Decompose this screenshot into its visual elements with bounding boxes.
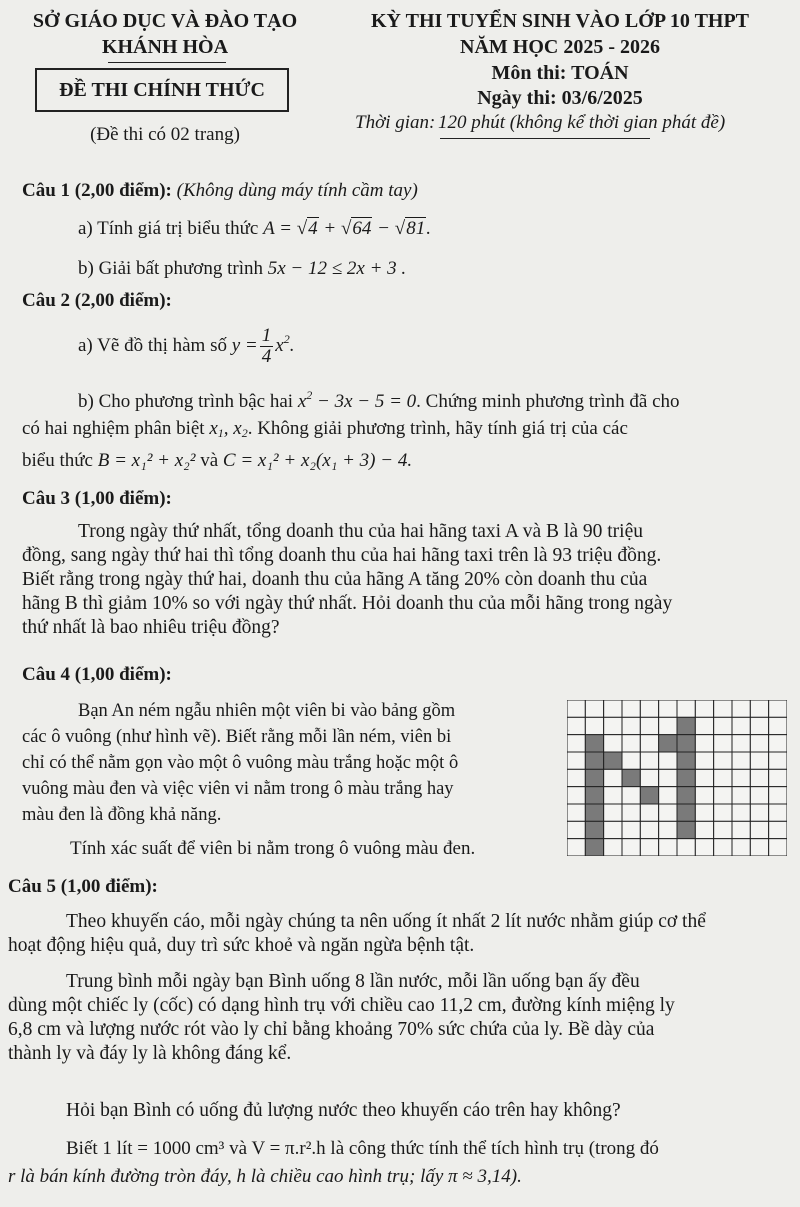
grid-cell-white <box>640 769 658 786</box>
grid-cell-white <box>769 752 787 769</box>
grid-cell-white <box>769 735 787 752</box>
q2b-and: và <box>200 450 219 471</box>
grid-cell-white <box>769 804 787 821</box>
q2b-line2 <box>22 418 628 441</box>
grid-cell-white <box>695 752 713 769</box>
grid-cell-white <box>567 804 585 821</box>
exam-name: KỲ THI TUYỂN SINH VÀO LỚP 10 THPT <box>370 10 750 32</box>
q1a-text: a) Tính giá trị biểu thức <box>78 218 259 239</box>
grid-cell-dark <box>677 735 695 752</box>
q5-hint-line2: r là bán kính đường tròn đáy, h là chiều cao hình trụ; lấy π ≈ 3,14). <box>8 1166 522 1187</box>
q3-body <box>22 520 778 640</box>
grid-cell-white <box>567 821 585 838</box>
grid-cell-white <box>732 700 750 717</box>
grid-cell-white <box>714 839 732 856</box>
grid-cell-white <box>750 821 768 838</box>
grid-cell-white <box>622 787 640 804</box>
grid-cell-white <box>714 700 732 717</box>
q2a <box>78 326 294 367</box>
time-label: Thời gian: <box>355 112 436 133</box>
q1a <box>78 218 431 240</box>
grid-cell-white <box>659 787 677 804</box>
province-underline <box>108 62 226 63</box>
grid-cell-white <box>732 752 750 769</box>
q2b-line2-post: . Không giải phương trình, hãy tính giá trị của các <box>247 418 628 439</box>
grid-cell-white <box>714 804 732 821</box>
grid-cell-white <box>695 700 713 717</box>
subject: Môn thi: TOÁN <box>491 62 629 84</box>
grid-cell-dark <box>585 804 603 821</box>
time-value: 120 phút (không kể thời gian phát đề) <box>438 112 726 133</box>
grid-cell-white <box>695 787 713 804</box>
q3-line: Biết rằng trong ngày thứ hai, doanh thu của hãng A tăng 20% còn doanh thu của <box>22 569 648 590</box>
q4-title: Câu 4 (1,00 điểm): <box>22 664 172 685</box>
exam-date: Ngày thi: 03/6/2025 <box>477 87 643 109</box>
grid-cell-white <box>714 735 732 752</box>
q5-p1-line: hoạt động hiệu quả, duy trì sức khoẻ và ngăn ngừa bệnh tật. <box>8 935 475 956</box>
q2b-line1-post: . Chứng minh phương trình đã cho <box>416 391 680 412</box>
grid-cell-dark <box>585 839 603 856</box>
grid-cell-white <box>750 787 768 804</box>
q2b-line2-pre: có hai nghiệm phân biệt <box>22 418 205 439</box>
grid-cell-white <box>714 717 732 734</box>
grid-cell-white <box>750 717 768 734</box>
grid-cell-white <box>585 717 603 734</box>
grid-cell-white <box>604 735 622 752</box>
q5-hint-line1: Biết 1 lít = 1000 cm³ và V = π.r².h là công thức tính thể tích hình trụ (trong đó <box>66 1138 659 1159</box>
grid-cell-white <box>732 735 750 752</box>
time-underline <box>440 138 650 139</box>
grid-cell-white <box>622 821 640 838</box>
grid-cell-white <box>732 787 750 804</box>
grid-cell-white <box>640 700 658 717</box>
grid-cell-dark <box>585 752 603 769</box>
grid-cell-dark <box>640 787 658 804</box>
grid-cell-white <box>695 804 713 821</box>
q2b-line3 <box>22 450 412 472</box>
grid-cell-white <box>640 839 658 856</box>
q4-body <box>22 698 552 828</box>
q1b <box>78 258 406 280</box>
grid-cell-white <box>604 821 622 838</box>
q4-line: Bạn An ném ngẫu nhiên một viên bi vào bảng gồm <box>78 701 456 721</box>
grid-cell-white <box>567 839 585 856</box>
grid-cell-white <box>640 804 658 821</box>
grid-cell-white <box>659 821 677 838</box>
grid-cell-dark <box>677 804 695 821</box>
grid-cell-white <box>769 717 787 734</box>
official-exam-label: ĐỀ THI CHÍNH THỨC <box>59 79 265 101</box>
grid-cell-white <box>585 700 603 717</box>
grid-cell-dark <box>622 769 640 786</box>
school-year: NĂM HỌC 2025 - 2026 <box>460 36 660 58</box>
grid-cell-white <box>714 821 732 838</box>
grid-cell-white <box>622 717 640 734</box>
q2b-line3-pre: biểu thức <box>22 450 93 471</box>
q2b-roots: $x_1$, $x_2$ <box>209 418 248 440</box>
q3-line: đồng, sang ngày thứ hai thì tổng doanh thu của hai hãng taxi trên là 93 triệu đồng. <box>22 545 662 566</box>
grid-cell-dark <box>677 821 695 838</box>
grid-cell-white <box>567 735 585 752</box>
grid-cell-white <box>695 769 713 786</box>
grid-cell-white <box>567 717 585 734</box>
grid-cell-white <box>604 769 622 786</box>
grid-cell-white <box>659 804 677 821</box>
grid-cell-white <box>750 804 768 821</box>
grid-cell-white <box>732 839 750 856</box>
q2b-equation: $x^2 - 3x - 5 = 0$ <box>297 388 417 412</box>
grid-cell-white <box>695 839 713 856</box>
q5-question: Hỏi bạn Bình có uống đủ lượng nước theo khuyến cáo trên hay không? <box>66 1100 621 1121</box>
q2b-line1-pre: b) Cho phương trình bậc hai <box>78 391 294 412</box>
q2b-line1 <box>78 388 680 413</box>
q5-title: Câu 5 (1,00 điểm): <box>8 876 158 897</box>
q1b-math: 5x − 12 ≤ 2x + 3 . <box>267 258 407 279</box>
q5-p2-line: thành ly và đáy ly là không đáng kể. <box>8 1043 292 1064</box>
grid-cell-white <box>622 700 640 717</box>
grid-cell-white <box>659 700 677 717</box>
q5-p1-line: Theo khuyến cáo, mỗi ngày chúng ta nên uống ít nhất 2 lít nước nhằm giúp cơ thể <box>66 911 706 932</box>
q5-p2-line: Trung bình mỗi ngày bạn Bình uống 8 lần nước, mỗi lần uống bạn ấy đều <box>66 971 640 992</box>
grid-cell-white <box>622 735 640 752</box>
q2a-math: y = $\frac{1}{4}$ $x^2$. <box>231 325 295 367</box>
grid-cell-dark <box>677 769 695 786</box>
grid-cell-white <box>714 752 732 769</box>
grid-cell-white <box>604 717 622 734</box>
grid-cell-white <box>659 752 677 769</box>
grid-cell-dark <box>677 717 695 734</box>
grid-cell-white <box>769 700 787 717</box>
grid-cell-white <box>640 821 658 838</box>
q1b-text: b) Giải bất phương trình <box>78 258 263 279</box>
q5-p1 <box>8 910 784 958</box>
grid-cell-white <box>732 717 750 734</box>
grid-cell-white <box>677 700 695 717</box>
grid-cell-dark <box>585 735 603 752</box>
grid-cell-white <box>659 769 677 786</box>
grid-cell-white <box>750 839 768 856</box>
q2b-expr-b: B = x₁² + x₂² <box>97 450 196 471</box>
grid-cell-white <box>714 769 732 786</box>
grid-cell-white <box>604 804 622 821</box>
grid-cell-white <box>695 717 713 734</box>
grid-cell-white <box>567 700 585 717</box>
grid-cell-white <box>750 735 768 752</box>
q3-line: thứ nhất là bao nhiêu triệu đồng? <box>22 617 280 638</box>
q5-p2-line: dùng một chiếc ly (cốc) có dạng hình trụ với chiều cao 11,2 cm, đường kính miệng ly <box>8 995 675 1016</box>
q5-p2 <box>8 970 784 1066</box>
q2-title: Câu 2 (2,00 điểm): <box>22 290 172 311</box>
page-count: (Đề thi có 02 trang) <box>90 124 240 145</box>
grid-cell-white <box>750 769 768 786</box>
grid-cell-white <box>695 735 713 752</box>
q5-p2-line: 6,8 cm và lượng nước rót vào ly chỉ bằng khoảng 70% sức chứa của ly. Bề dày của <box>8 1019 655 1040</box>
grid-cell-white <box>567 752 585 769</box>
grid-cell-white <box>769 769 787 786</box>
q1-note: (Không dùng máy tính cầm tay) <box>176 180 418 201</box>
grid-cell-white <box>714 787 732 804</box>
grid-cell-white <box>750 752 768 769</box>
grid-cell-white <box>567 769 585 786</box>
checker-grid-figure <box>567 700 787 856</box>
grid-cell-white <box>622 804 640 821</box>
grid-cell-white <box>622 839 640 856</box>
grid-cell-white <box>604 700 622 717</box>
grid-cell-dark <box>604 752 622 769</box>
grid-cell-white <box>769 787 787 804</box>
grid-cell-dark <box>585 787 603 804</box>
grid-cell-white <box>732 769 750 786</box>
q4-line: màu đen là đồng khả năng. <box>22 805 222 825</box>
grid-cell-white <box>604 787 622 804</box>
province-name: KHÁNH HÒA <box>101 36 229 58</box>
grid-cell-white <box>750 700 768 717</box>
grid-cell-white <box>659 839 677 856</box>
q1-heading <box>22 180 418 202</box>
q1-title: Câu 1 (2,00 điểm): <box>22 180 172 201</box>
q3-line: Trong ngày thứ nhất, tổng doanh thu của hai hãng taxi A và B là 90 triệu <box>78 521 643 542</box>
grid-cell-white <box>695 821 713 838</box>
grid-cell-white <box>640 735 658 752</box>
department-name: SỞ GIÁO DỤC VÀ ĐÀO TẠO <box>32 10 298 32</box>
grid-cell-white <box>677 839 695 856</box>
grid-cell-white <box>640 717 658 734</box>
grid-cell-dark <box>659 735 677 752</box>
q2a-text: a) Vẽ đồ thị hàm số <box>78 334 227 356</box>
q3-line: hãng B thì giảm 10% so với ngày thứ nhất. Hỏi doanh thu của mỗi hãng trong ngày <box>22 593 673 614</box>
grid-cell-white <box>567 787 585 804</box>
q1a-math: A = √4 + √64 − √81. <box>263 218 431 239</box>
grid-cell-dark <box>677 752 695 769</box>
q4-line: chỉ có thể nằm gọn vào một ô vuông màu trắng hoặc một ô <box>22 753 459 773</box>
grid-cell-dark <box>585 769 603 786</box>
q2b-expr-c: C = x₁² + x₂(x₁ + 3) − 4. <box>222 450 413 471</box>
q3-title: Câu 3 (1,00 điểm): <box>22 488 172 509</box>
grid-cell-white <box>640 752 658 769</box>
q4-question: Tính xác suất để viên bi nằm trong ô vuông màu đen. <box>70 838 476 859</box>
grid-cell-white <box>769 821 787 838</box>
q4-line: các ô vuông (như hình vẽ). Biết rằng mỗi lần ném, viên bi <box>22 727 452 747</box>
grid-cell-white <box>732 821 750 838</box>
grid-cell-dark <box>677 787 695 804</box>
grid-cell-white <box>659 717 677 734</box>
grid-cell-white <box>622 752 640 769</box>
grid-cell-white <box>732 804 750 821</box>
q4-line: vuông màu đen và việc viên vi nằm trong ô màu trắng hay <box>22 779 454 799</box>
grid-cell-white <box>769 839 787 856</box>
grid-cell-white <box>604 839 622 856</box>
grid-cell-dark <box>585 821 603 838</box>
